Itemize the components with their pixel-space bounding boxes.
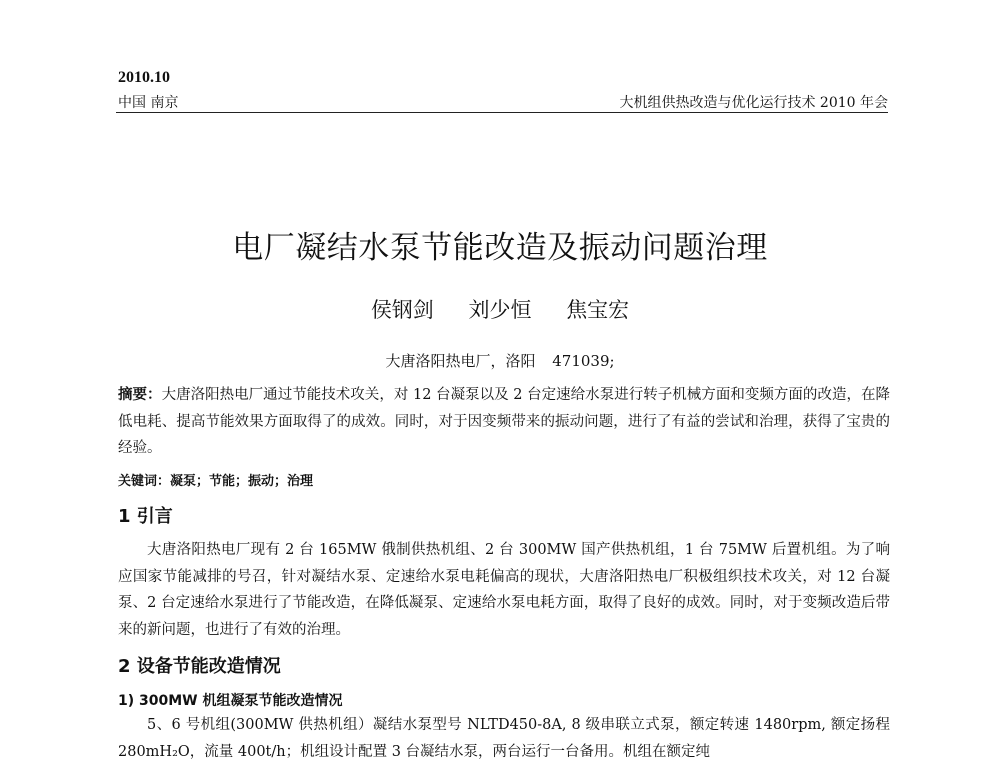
author-name: 焦宝宏 xyxy=(566,298,630,322)
subsection-heading: 1) 300MW 机组凝泵节能改造情况 xyxy=(118,693,343,709)
header-year: 2010.10 xyxy=(118,69,170,86)
keywords: 关键词：凝泵；节能；振动；治理 xyxy=(118,474,314,489)
abstract xyxy=(118,382,890,462)
affiliation-postcode: 471039; xyxy=(552,352,615,370)
affiliation-org: 大唐洛阳热电厂，洛阳 xyxy=(385,352,536,370)
author-name: 侯钢剑 xyxy=(370,298,434,322)
affiliation xyxy=(0,350,1000,371)
section-heading-introduction: 1 引言 xyxy=(118,506,173,527)
retrofit-paragraph: 5、6 号机组(300MW 供热机组）凝结水泵型号 NLTD450-8A, 8 级串联立式泵，额定转速 1480rpm, 额定扬程 280mH₂O，流量 400t/h；机组设计配置 3 台凝结水泵，两台运行一台备用。机组在额定纯 xyxy=(118,717,890,760)
introduction-paragraph: 大唐洛阳热电厂现有 2 台 165MW 俄制供热机组、2 台 300MW 国产供热机组，1 台 75MW 后置机组。为了响应国家节能减排的号召，针对凝结水泵、定速给水泵电耗偏高的现状，大唐洛阳热电厂积极组织技术攻关，对 12 台凝泵、2 台定速给水泵进行了节能改造，在降低凝泵、定速给水泵电耗方面，取得了良好的成效。同时，对于变频改造后带来的新问题，也进行了有效的治理。 xyxy=(118,542,890,638)
header-conference: 大机组供热改造与优化运行技术 2010 年会 xyxy=(619,95,888,111)
author-name: 刘少恒 xyxy=(468,298,532,322)
header-place: 中国 南京 xyxy=(118,95,179,111)
author-list xyxy=(0,294,1000,324)
section-heading-retrofit: 2 设备节能改造情况 xyxy=(118,656,281,677)
header-rule xyxy=(116,112,888,113)
paper-title: 电厂凝结水泵节能改造及振动问题治理 xyxy=(232,230,768,266)
abstract-text: 大唐洛阳热电厂通过节能技术攻关，对 12 台凝泵以及 2 台定速给水泵进行转子机械方面和变频方面的改造，在降低电耗、提高节能效果方面取得了的成效。同时，对于因变频带来的振动问题，进行了有益的尝试和治理，获得了宝贵的经验。 xyxy=(118,387,891,456)
abstract-label: 摘要： xyxy=(118,387,162,403)
